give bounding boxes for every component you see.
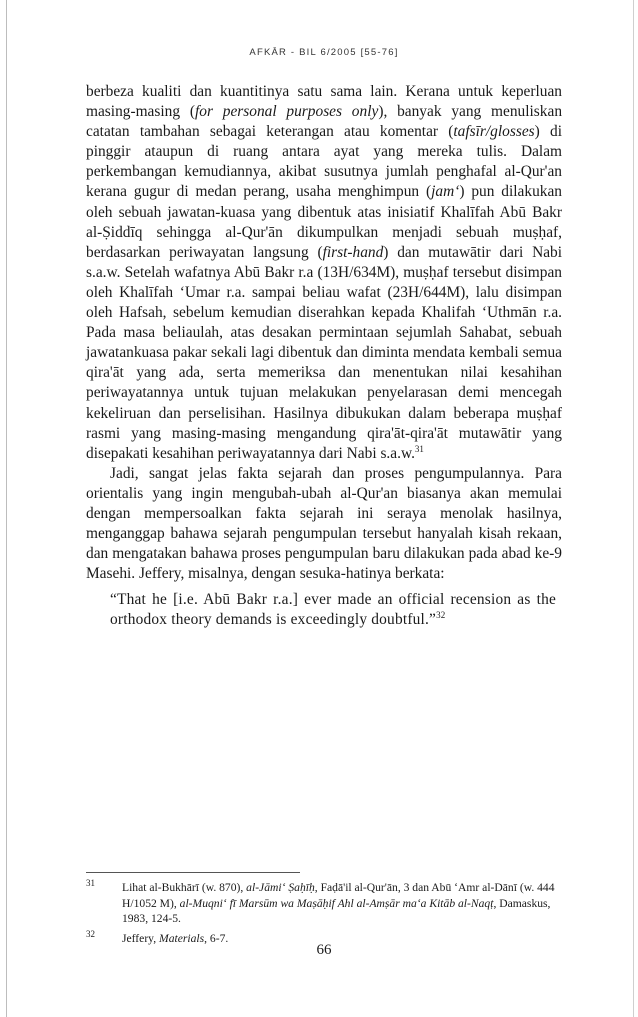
body-text: [86, 82, 562, 631]
paragraph-2: Jadi, sangat jelas fakta sejarah dan proses pengumpulannya. Para orientalis yang ingin mengubah-ubah al-Qur'an biasanya akan memulai dengan mempersoalkan fakta sejarah ini seraya menolak hasilnya, menganggap bahawa sejarah pengumpulan tersebut hanyalah kisah rekaan, dan mengatakan bahawa proses pengumpulan baru dilakukan pada abad ke-9 Masehi. Jeffery, misalnya, dengan sesuka-hatinya berkata:: [86, 464, 562, 583]
footnote-number: 31: [86, 878, 95, 889]
text-run: ) pun dilakukan oleh sebuah jawatan-kuasa yang dibentuk atas inisiatif Khalīfah Abū Bakr al-Ṣiddīq sehingga al-Qur'ān dikumpulkan menjadi sebuah muṣḥaf, berdasarkan periwayatan langsung (: [86, 183, 562, 261]
footnote-31: [86, 880, 562, 927]
text-run: ), banyak yang menuliskan catatan tambahan sebagai keterangan atau komentar (: [86, 103, 563, 141]
text-run: ) dan mutawātir dari Nabi s.a.w. Setelah wafatnya Abū Bakr r.a (13H/634M), muṣḥaf tersebut disimpan oleh Khalīfah ‘Umar r.a. sampai beliau wafat (23H/644M), lalu disimpan oleh Hafsah, sebelum kemudian diserahkan kepada Khalifah ‘Uthmān r.a. Pada masa beliaulah, atas desakan permintaan sejumlah Sahabat, sebuah jawatankuasa pakar sekali lagi dibentuk dan diminta mendata kembali semua qira'āt yang ada, serta memeriksa dan menentukan nilai kesahihan periwayatannya untuk tujuan melakukan penyelarasan demi mencegah kekeliruan dan perselisihan. Hasilnya dibukukan dalam beberapa muṣḥaf rasmi yang masing-masing mengandung qira'āt-qira'āt mutawātir yang disepakati kesahihan periwayatannya dari Nabi s.a.w.: [86, 243, 562, 462]
paragraph-1: [86, 82, 562, 464]
italic-term: tafsīr/glosses: [453, 123, 535, 141]
page-number: 66: [316, 942, 332, 958]
italic-term: al-Muqni‘ fī Marsūm wa Maṣāḥif Ahl al-Amṣār ma‘a Kitāb al-Naqṭ: [179, 896, 494, 910]
italic-term: for personal purposes only: [194, 103, 379, 121]
text-run: Jeffery,: [122, 931, 160, 945]
italic-term: jam‘: [431, 183, 460, 201]
footnote-ref-32: 32: [436, 610, 446, 621]
italic-term: al-Jāmi‘ Ṣaḥīḥ: [246, 881, 315, 894]
text-run: , Damaskus, 1983, 124-5.: [122, 896, 551, 926]
footnote-number: 32: [86, 928, 95, 939]
text-run: ) di pinggir ataupun di ruang antara ayat yang mereka tulis. Dalam perkembangan kemudiannya, akibat susutnya jumlah penghafal al-Qur'an kerana gugur di medan perang, usaha menghimpun (: [86, 123, 562, 201]
block-quote: [110, 590, 556, 630]
scan-edge-left: [6, 0, 7, 1017]
text-run: , Faḍā'il al-Qur'ān, 3 dan Abū ‘Amr al-Dānī (w. 444 H/1052 M),: [122, 881, 555, 910]
footnotes: [86, 880, 562, 950]
text-run: berbeza kualiti dan kuantitinya satu sama lain. Kerana untuk keperluan masing-masing (: [86, 83, 562, 121]
footnote-ref: 31: [414, 443, 424, 454]
italic-term: first-hand: [322, 243, 384, 261]
scan-edge-right: [633, 0, 634, 1017]
quote-text: “That he [i.e. Abū Bakr r.a.] ever made an official recension as the orthodox theory demands is exceedingly doubtful.”: [110, 591, 556, 629]
footnote-text: [122, 880, 562, 927]
text-run: Lihat al-Bukhārī (w. 870),: [122, 881, 247, 894]
italic-term: Materials: [159, 931, 205, 945]
text-run: , 6-7.: [204, 931, 229, 945]
running-head: AFKĀR - BIL 6/2005 [55-76]: [249, 47, 399, 58]
footnote-rule: [86, 872, 300, 873]
